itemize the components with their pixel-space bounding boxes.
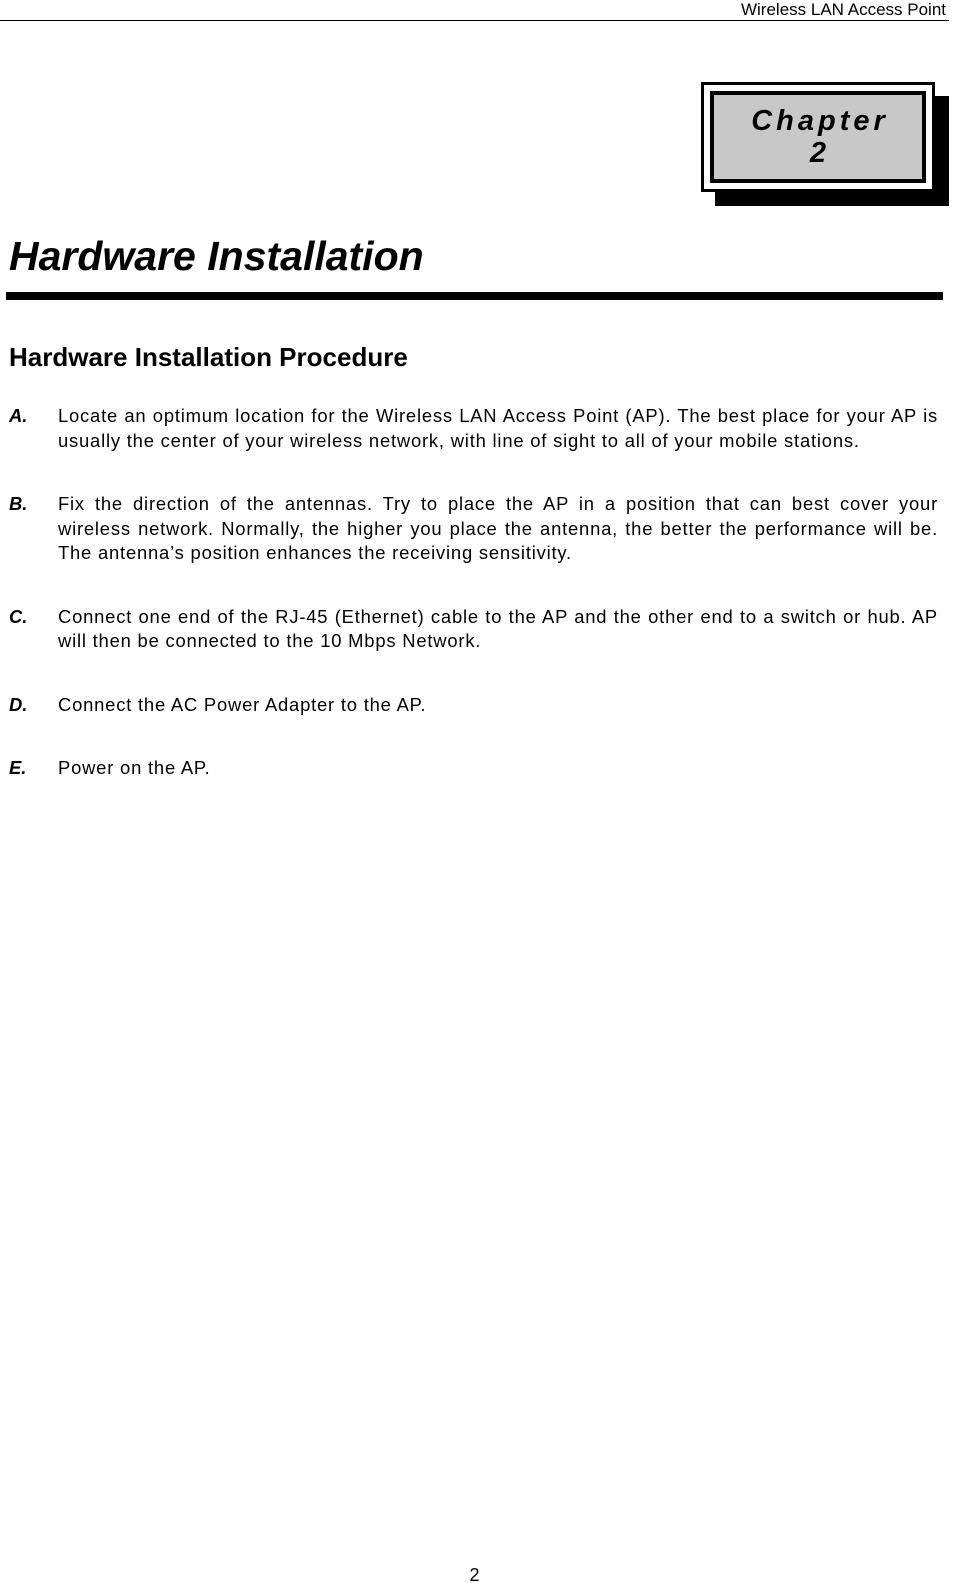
chapter-number: 2: [809, 137, 827, 169]
step-letter: A.: [9, 405, 28, 426]
procedure-steps: [9, 404, 938, 781]
running-header: [0, 0, 949, 21]
chapter-badge: [701, 82, 935, 192]
step-letter: C.: [9, 605, 28, 627]
chapter-badge-panel: [710, 91, 926, 183]
title-divider: [6, 292, 943, 300]
procedure-step: [9, 605, 938, 654]
step-text: Locate an optimum location for the Wireless LAN Access Point (AP). The best place for your AP is usually the center of your wireless network, with line of sight to all of your mobile stations.: [58, 405, 938, 451]
step-letter: B.: [9, 493, 28, 514]
chapter-title: Hardware Installation: [9, 233, 424, 279]
step-text: Power on the AP.: [58, 757, 211, 778]
procedure-step: [9, 756, 938, 781]
chapter-label: Chapter: [751, 105, 889, 137]
running-header-title: Wireless LAN Access Point: [740, 0, 946, 19]
step-letter: E.: [9, 757, 27, 778]
chapter-badge-frame: [701, 82, 935, 192]
procedure-step: [9, 404, 938, 453]
page-number: 2: [469, 1565, 480, 1585]
procedure-step: [9, 492, 938, 566]
step-text: Connect the AC Power Adapter to the AP.: [58, 693, 427, 715]
step-text: Connect one end of the RJ-45 (Ethernet) cable to the AP and the other end to a switch or hub. AP will then be connected to the 10 Mbps Network.: [58, 605, 938, 651]
section-heading: Hardware Installation Procedure: [9, 342, 408, 372]
procedure-step: [9, 693, 938, 718]
step-letter: D.: [9, 693, 28, 715]
step-text: Fix the direction of the antennas. Try to place the AP in a position that can best cover your wireless network. Normally, the higher you place the antenna, the better the performance will be. The antenna’s position enhances the receiving sensitivity.: [58, 493, 938, 563]
